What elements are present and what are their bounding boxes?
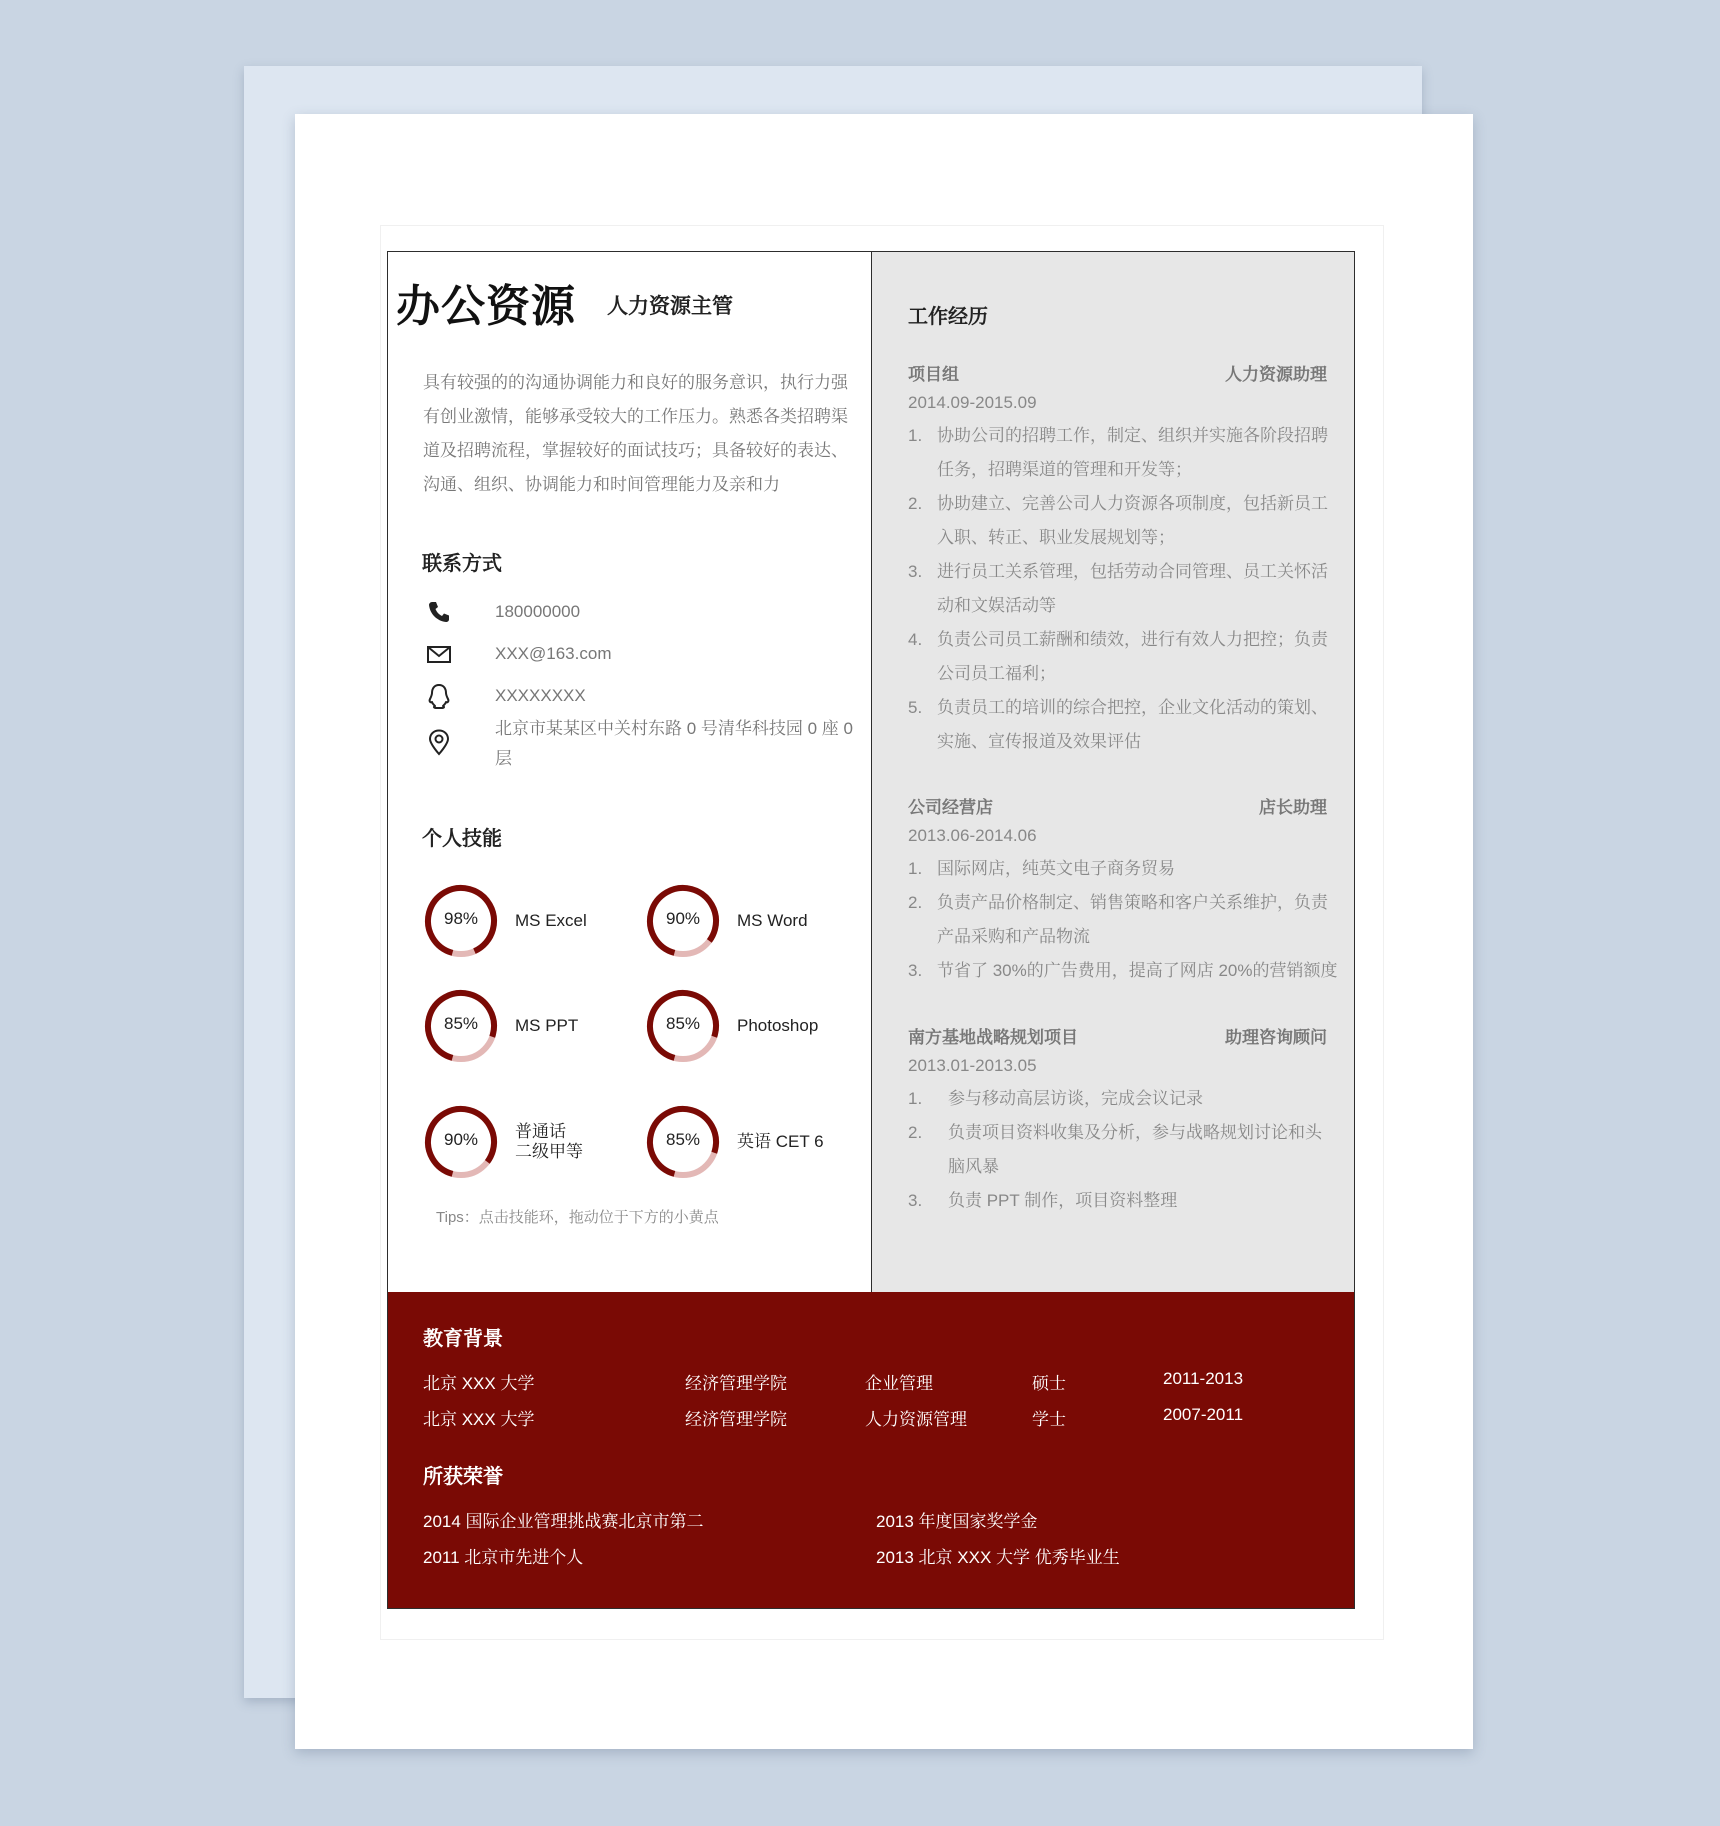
job-duty-item[interactable] (908, 487, 1338, 555)
phone-icon (424, 597, 454, 627)
duty-text: 负责 PPT 制作，项目资料整理 (948, 1191, 1178, 1210)
job-duty-item[interactable] (908, 1082, 1338, 1116)
job-duty-item[interactable] (908, 886, 1338, 954)
education-college[interactable]: 经济管理学院 (685, 1410, 787, 1429)
resume (387, 251, 1355, 1609)
skill-percent: 90% (443, 1130, 479, 1149)
job-duties (908, 1082, 1338, 1218)
job-date: 2013.01-2013.05 (908, 1056, 1037, 1075)
skill-ring[interactable] (423, 883, 499, 959)
skill-name[interactable]: MS Word (737, 911, 808, 930)
honor-item[interactable]: 2014 国际企业管理挑战赛北京市第二 (423, 1512, 704, 1531)
education-major[interactable]: 人力资源管理 (865, 1410, 967, 1429)
right-column (872, 252, 1354, 1292)
honor-item[interactable]: 2011 北京市先进个人 (423, 1548, 584, 1567)
duty-number: 1. (908, 1089, 923, 1108)
education-major[interactable]: 企业管理 (865, 1374, 933, 1393)
education-section-title[interactable]: 教育背景 (423, 1328, 503, 1350)
duty-number: 3. (908, 562, 923, 581)
skills-section-title[interactable]: 个人技能 (422, 828, 502, 850)
duty-number: 1. (908, 859, 923, 878)
education-years[interactable]: 2007-2011 (1163, 1405, 1244, 1424)
job-duties (908, 419, 1338, 759)
education-degree[interactable]: 学士 (1032, 1410, 1066, 1429)
duty-text: 负责项目资料收集及分析，参与战略规划讨论和头脑风暴 (948, 1123, 1322, 1176)
duty-number: 1. (908, 426, 923, 445)
education-school[interactable]: 北京 XXX 大学 (423, 1410, 535, 1429)
skill-percent: 85% (665, 1130, 701, 1149)
job-duty-item[interactable] (908, 691, 1338, 759)
skill-name[interactable]: MS Excel (515, 911, 587, 930)
duty-text: 参与移动高层访谈，完成会议记录 (948, 1089, 1203, 1108)
duty-text: 负责产品价格制定、销售策略和客户关系维护，负责产品采购和产品物流 (937, 893, 1328, 946)
skill-name[interactable]: 普通话 二级甲等 (515, 1122, 583, 1161)
skill-ring[interactable] (423, 988, 499, 1064)
job-company[interactable]: 南方基地战略规划项目 (908, 1028, 1078, 1047)
duty-text: 负责员工的培训的综合把控，企业文化活动的策划、实施、宣传报道及效果评估 (937, 698, 1328, 751)
job-date: 2014.09-2015.09 (908, 393, 1037, 412)
duty-text: 节省了 30%的广告费用，提高了网店 20%的营销额度 (937, 961, 1338, 980)
skill-percent: 85% (665, 1014, 701, 1033)
skill-name[interactable]: MS PPT (515, 1016, 579, 1035)
skill-percent: 85% (443, 1014, 479, 1033)
duty-number: 3. (908, 961, 923, 980)
phone-number[interactable]: 180000000 (495, 602, 581, 621)
job-duty-item[interactable] (908, 419, 1338, 487)
location-pin-icon (424, 727, 454, 757)
job-role[interactable]: 店长助理 (1259, 798, 1327, 817)
duty-number: 2. (908, 494, 923, 513)
honor-item[interactable]: 2013 北京 XXX 大学 优秀毕业生 (876, 1548, 1120, 1567)
duty-number: 2. (908, 1123, 923, 1142)
duty-text: 进行员工关系管理，包括劳动合同管理、员工关怀活动和文娱活动等 (937, 562, 1328, 615)
duty-number: 4. (908, 630, 923, 649)
job-title[interactable]: 人力资源主管 (607, 295, 733, 318)
job-company[interactable]: 项目组 (908, 365, 959, 384)
duty-number: 3. (908, 1191, 923, 1210)
skills-tips: Tips：点击技能环，拖动位于下方的小黄点 (436, 1209, 719, 1226)
skill-ring[interactable] (645, 1104, 721, 1180)
bottom-band (388, 1292, 1354, 1608)
duty-text: 协助建立、完善公司人力资源各项制度，包括新员工入职、转正、职业发展规划等； (937, 494, 1328, 547)
duty-number: 5. (908, 698, 923, 717)
resume-name[interactable]: 办公资源 (396, 282, 576, 331)
skill-ring[interactable] (423, 1104, 499, 1180)
education-years[interactable]: 2011-2013 (1163, 1369, 1244, 1388)
summary-text[interactable]: 具有较强的的沟通协调能力和良好的服务意识，执行力强有创业激情，能够承受较大的工作压力。熟悉各类招聘渠道及招聘流程，掌握较好的面试技巧；具备较好的表达、沟通、组织、协调能力和时间管理能力及亲和力 (423, 373, 848, 494)
job-role[interactable]: 助理咨询顾问 (1225, 1028, 1327, 1047)
job-duty-item[interactable] (908, 555, 1338, 623)
job-duty-item[interactable] (908, 852, 1338, 886)
skill-name[interactable]: Photoshop (737, 1016, 819, 1035)
job-duty-item[interactable] (908, 1116, 1338, 1184)
skill-ring[interactable] (645, 988, 721, 1064)
contact-section-title[interactable]: 联系方式 (422, 553, 502, 575)
email-address[interactable]: XXX@163.com (495, 644, 612, 663)
skill-name[interactable]: 英语 CET 6 (737, 1132, 824, 1151)
job-duties (908, 852, 1338, 988)
skill-ring[interactable] (645, 883, 721, 959)
job-duty-item[interactable] (908, 1184, 1338, 1218)
job-company[interactable]: 公司经营店 (908, 798, 993, 817)
honors-section-title[interactable]: 所获荣誉 (423, 1466, 503, 1488)
job-duty-item[interactable] (908, 623, 1338, 691)
duty-number: 2. (908, 893, 923, 912)
honor-item[interactable]: 2013 年度国家奖学金 (876, 1512, 1038, 1531)
education-school[interactable]: 北京 XXX 大学 (423, 1374, 535, 1393)
duty-text: 协助公司的招聘工作，制定、组织并实施各阶段招聘任务，招聘渠道的管理和开发等； (937, 426, 1328, 479)
duty-text: 国际网店，纯英文电子商务贸易 (937, 859, 1175, 878)
qq-number[interactable]: XXXXXXXX (495, 686, 586, 705)
skill-percent: 90% (665, 909, 701, 928)
job-date: 2013.06-2014.06 (908, 826, 1037, 845)
experience-section-title[interactable]: 工作经历 (908, 306, 988, 328)
duty-text: 负责公司员工薪酬和绩效，进行有效人力把控；负责公司员工福利； (937, 630, 1328, 683)
qq-icon (424, 681, 454, 711)
left-column (388, 252, 872, 1292)
job-role[interactable]: 人力资源助理 (1225, 365, 1327, 384)
job-duty-item[interactable] (908, 954, 1338, 988)
mail-icon (424, 639, 454, 669)
education-degree[interactable]: 硕士 (1032, 1374, 1066, 1393)
address-text[interactable]: 北京市某某区中关村东路 0 号清华科技园 0 座 0 层 (495, 719, 853, 768)
education-college[interactable]: 经济管理学院 (685, 1374, 787, 1393)
skill-percent: 98% (443, 909, 479, 928)
